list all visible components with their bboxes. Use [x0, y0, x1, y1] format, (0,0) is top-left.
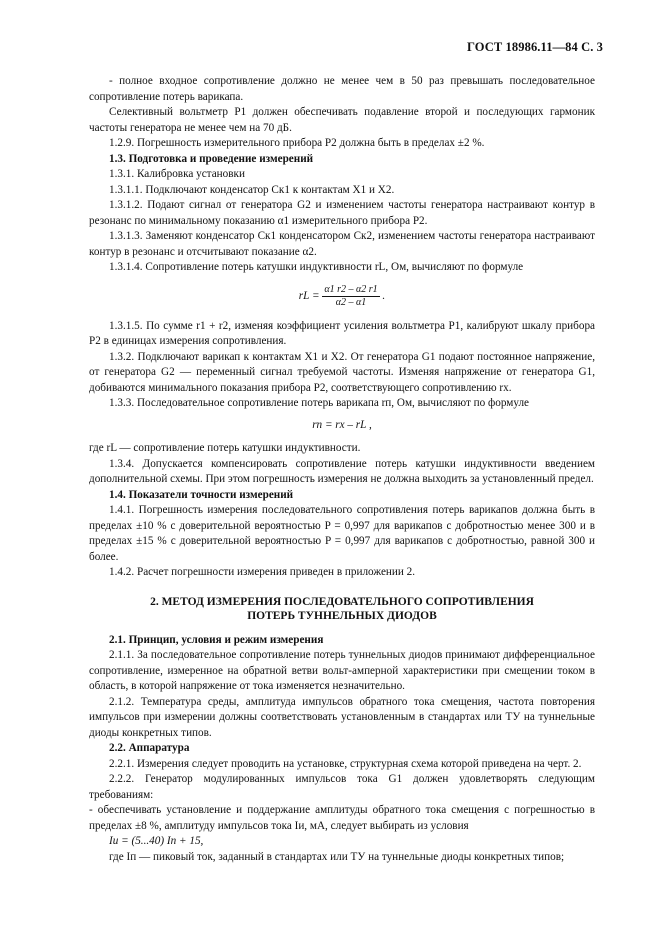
- document-body: [89, 74, 595, 865]
- heading-2-2: 2.2. Аппаратура: [109, 742, 190, 754]
- section-2-title: [89, 595, 595, 623]
- formula-rl-numerator: α1 r2 – α2 r1: [324, 283, 378, 295]
- heading-1-3: 1.3. Подготовка и проведение измерений: [109, 152, 314, 165]
- paragraph-1-4-1: 1.4.1. Погрешность измерения последовательного сопротивления потерь варикапов должна быть в пределах ±10 % с доверительной вероятностью P = 0,997 для варикапов с добротностью менее 300 и в пределах ±15 % с доверительной вероятностью P = 0,997 для варикапов с добротностью, равной 300 и более.: [89, 504, 595, 563]
- formula-iu: Iи = (5...40) Iп + 15,: [109, 835, 204, 847]
- paragraph-1-3-3: 1.3.3. Последовательное сопротивление потерь варикапа rп, Ом, вычисляют по формуле: [109, 397, 530, 409]
- paragraph-1-3-1-3: 1.3.1.3. Заменяют конденсатор Cк1 конденсатором Cк2, изменением частоты генератора настраивают контур в резонанс и отсчитывают показание α2.: [89, 230, 595, 258]
- page-header: ГОСТ 18986.11—84 С. 3: [467, 40, 603, 54]
- heading-1-4: 1.4. Показатели точности измерений: [109, 488, 294, 501]
- section-2-title-line1: 2. МЕТОД ИЗМЕРЕНИЯ ПОСЛЕДОВАТЕЛЬНОГО СОПРОТИВЛЕНИЯ: [150, 595, 534, 608]
- paragraph-1-2-9: 1.2.9. Погрешность измерительного прибора P2 должна быть в пределах ±2 %.: [109, 137, 485, 149]
- paragraph-1-3-1-5: 1.3.1.5. По сумме r1 + r2, изменяя коэффициент усиления вольтметра P1, калибруют шкалу прибора P2 в единицах измерения сопротивления.: [89, 319, 595, 347]
- paragraph-1-4-2: 1.4.2. Расчет погрешности измерения приведен в приложении 2.: [109, 566, 416, 578]
- formula-rl-lhs: rL =: [298, 289, 320, 302]
- formula-rl-fraction: [322, 284, 379, 309]
- heading-2-1: 2.1. Принцип, условия и режим измерения: [109, 633, 324, 646]
- paragraph-2-2-2-b: где Iп — пиковый ток, заданный в стандартах или ТУ на туннельные диоды конкретных типов;: [109, 850, 565, 863]
- paragraph-1-3-1-4: 1.3.1.4. Сопротивление потерь катушки индуктивности rL, Ом, вычисляют по формуле: [109, 261, 524, 273]
- paragraph-1-3-1-1: 1.3.1.1. Подключают конденсатор Cк1 к контактам X1 и X2.: [109, 183, 395, 196]
- formula-rl-denominator: α2 – α1: [335, 296, 367, 308]
- formula-rp: rп = rx – rL ,: [312, 418, 372, 431]
- paragraph-2-2-2-a: - обеспечивать установление и поддержание амплитуды обратного тока смещения с погрешностью в пределах ±8 %, амплитуду импульсов тока Iи, мА, следует выбирать из условия: [89, 804, 595, 832]
- paragraph-2-1-1: 2.1.1. За последовательное сопротивление потерь туннельных диодов принимают дифференциальное сопротивление, измеренное на обратной ветви вольт-амперной характеристики при смещении током в область, в которой напряжение от тока изменяется незначительно.: [89, 649, 595, 692]
- paragraph-selective-voltmeter: Селективный вольтметр P1 должен обеспечивать подавление второй и последующих гармоник частоты генератора не менее чем на 70 дБ.: [89, 106, 595, 134]
- paragraph-1-3-4: 1.3.4. Допускается компенсировать сопротивление потерь катушки индуктивности введением дополнительной схемы. При этом погрешность измерения не должна выходить за установленный предел.: [89, 457, 595, 485]
- paragraph-input-impedance: - полное входное сопротивление должно не менее чем в 50 раз превышать последовательное сопротивление потерь варикапа.: [89, 75, 595, 103]
- paragraph-2-2-2: 2.2.2. Генератор модулированных импульсов тока G1 должен удовлетворять следующим требованиям:: [89, 773, 595, 801]
- section-2-title-line2: ПОТЕРЬ ТУННЕЛЬНЫХ ДИОДОВ: [247, 609, 437, 622]
- paragraph-where-rl: где rL — сопротивление потерь катушки индуктивности.: [89, 442, 361, 454]
- paragraph-2-1-2: 2.1.2. Температура среды, амплитуда импульсов обратного тока смещения, частота повторения импульсов при измерении должны соответствовать установленным в стандартах или ТУ на туннельные диоды конкретных типов.: [89, 695, 595, 739]
- paragraph-2-2-1: 2.2.1. Измерения следует проводить на установке, структурная схема которой приведена на черт. 2.: [109, 757, 582, 770]
- paragraph-1-3-2: 1.3.2. Подключают варикап к контактам X1 и X2. От генератора G1 подают постоянное напряжение, от генератора G2 — переменный сигнал требуемой частоты. Изменяя напряжение от генератора G1, добиваются минимального показания прибора P2, соответствующего сопротивлению rx.: [89, 350, 595, 394]
- paragraph-1-3-1-2: 1.3.1.2. Подают сигнал от генератора G2 и изменением частоты генератора настраивают контур в резонанс по минимальному показанию α1 измерительного прибора P2.: [89, 199, 595, 227]
- formula-rl: rL = $\frac{\alpha 1 r2 - \alpha 2 r1}{\alpha 2 - \alpha 1}$ .: [298, 283, 386, 308]
- paragraph-1-3-1: 1.3.1. Калибровка установки: [109, 168, 245, 180]
